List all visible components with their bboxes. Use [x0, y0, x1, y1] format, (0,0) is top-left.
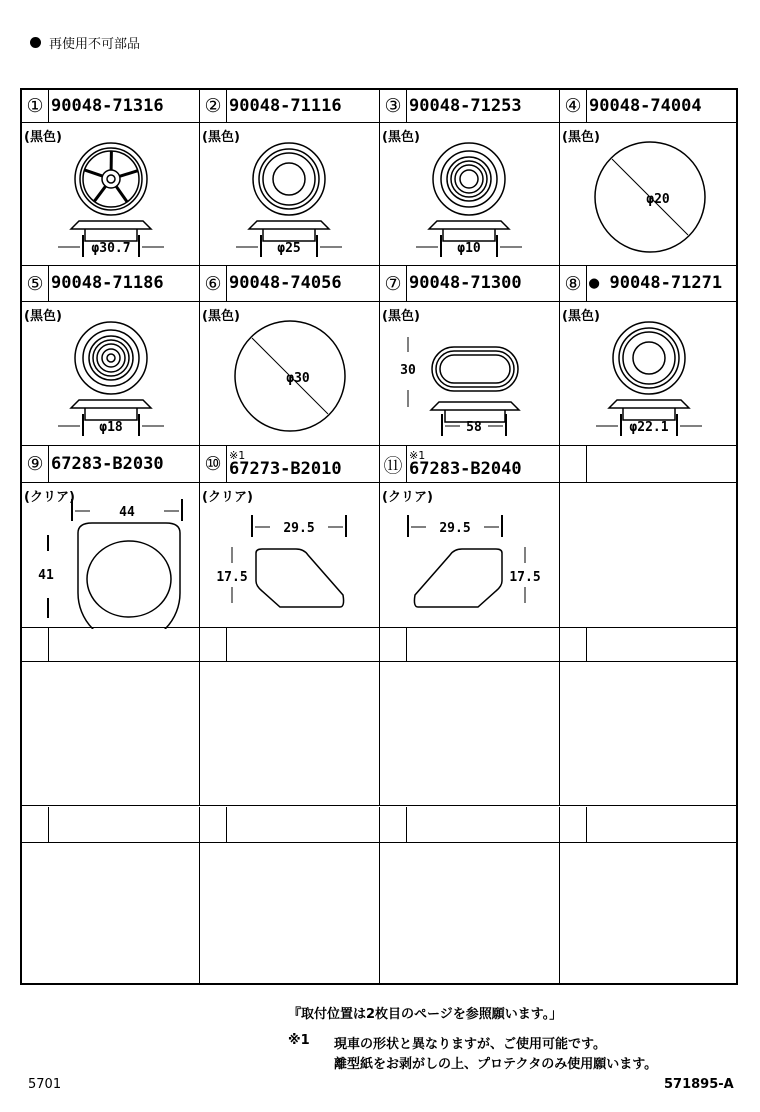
part-index: ①: [22, 90, 49, 122]
part-header: [200, 446, 379, 483]
part-drawing: [200, 302, 380, 447]
part-drawing-area: [560, 302, 738, 447]
note-mark: ※1: [288, 1033, 310, 1048]
part-number[interactable]: 67283-B2030: [51, 453, 164, 474]
part-number[interactable]: 90048-74004: [589, 95, 702, 116]
part-index: ⑧: [560, 266, 587, 301]
dimension-label: 58: [466, 420, 482, 435]
part-header: [380, 266, 559, 302]
part-drawing-area: [380, 302, 559, 447]
part-number[interactable]: 90048-71300: [409, 273, 522, 293]
part-note-mark: ※1: [229, 449, 246, 462]
part-header: [22, 266, 199, 302]
part-header: [200, 266, 379, 302]
part-number[interactable]: ● 90048-71271: [589, 273, 723, 293]
dimension-label: φ20: [646, 192, 670, 207]
filled-circle-icon: [30, 37, 41, 48]
part-number-block: [587, 446, 589, 482]
part-cell: [22, 266, 200, 446]
part-index: ⑤: [22, 266, 49, 301]
part-header: [200, 90, 379, 123]
part-drawing-area: [380, 123, 559, 267]
empty-cell: [200, 628, 380, 806]
part-color: (黒色): [562, 309, 600, 324]
empty-cell: [560, 628, 738, 806]
empty-header: [560, 628, 738, 662]
empty-header: [560, 807, 738, 843]
part-drawing: [380, 123, 560, 267]
empty-index: [560, 807, 587, 842]
part-header: [560, 90, 738, 123]
dimension-label: 29.5: [439, 521, 471, 536]
empty-cell: [380, 807, 560, 985]
part-header: [22, 90, 199, 123]
dimension-label: φ18: [99, 420, 123, 435]
part-cell: [560, 266, 738, 446]
part-color: (クリア): [202, 490, 253, 505]
part-drawing-area: [380, 483, 559, 629]
part-drawing-area: [22, 302, 199, 447]
part-color: (黒色): [202, 309, 240, 324]
empty-header: [200, 807, 379, 843]
part-cell: [380, 266, 560, 446]
part-drawing: [560, 302, 738, 447]
part-number-block: [49, 446, 164, 482]
empty-header: [22, 628, 199, 662]
part-number-block: [587, 90, 702, 122]
part-color: (黒色): [382, 309, 420, 324]
part-number-block: [49, 90, 164, 122]
part-index: ⑪: [380, 446, 407, 482]
part-number[interactable]: 90048-71116: [229, 95, 342, 116]
dimension-label: φ25: [277, 241, 301, 256]
part-color: (黒色): [562, 130, 600, 145]
part-cell: [560, 90, 738, 266]
part-number-block: [49, 266, 164, 301]
part-cell: [380, 90, 560, 266]
empty-index: [380, 628, 407, 661]
note-line-2: 離型紙をお剥がしの上、プロテクタのみ使用願います。: [334, 1057, 658, 1072]
empty-cell: [22, 807, 200, 985]
part-drawing: [380, 302, 560, 447]
part-header: [560, 446, 738, 483]
part-number[interactable]: 67273-B2010: [229, 459, 342, 479]
dimension-label: 41: [38, 568, 54, 583]
part-drawing-area: [22, 123, 199, 267]
empty-header: [380, 628, 559, 662]
part-drawing: [560, 123, 738, 267]
part-number[interactable]: 90048-71253: [409, 95, 522, 116]
part-number-block: [227, 90, 342, 122]
part-drawing: [200, 123, 380, 267]
legend: [30, 33, 140, 52]
part-drawing-area: [560, 483, 738, 629]
part-drawing: [380, 483, 560, 629]
document-code: 571895-A: [664, 1077, 734, 1092]
part-index: ②: [200, 90, 227, 122]
part-index: ⑥: [200, 266, 227, 301]
part-drawing-area: [200, 302, 379, 447]
part-number-block: [407, 446, 522, 482]
empty-header: [22, 807, 199, 843]
part-header: [22, 446, 199, 483]
empty-index: [380, 807, 407, 842]
part-index: ⑨: [22, 446, 49, 482]
part-drawing-area: [560, 123, 738, 267]
part-index: ⑦: [380, 266, 407, 301]
note-line-1: 現車の形状と異なりますが、ご使用可能です。: [334, 1037, 606, 1052]
part-cell: [200, 90, 380, 266]
part-number-block: [227, 266, 342, 301]
dimension-label: 29.5: [283, 521, 315, 536]
dimension-label: φ22.1: [629, 420, 669, 435]
part-cell: [200, 266, 380, 446]
dimension-label: φ30: [286, 371, 310, 386]
part-index: ③: [380, 90, 407, 122]
empty-index: [22, 628, 49, 661]
part-index: ⑩: [200, 446, 227, 482]
part-header: [560, 266, 738, 302]
part-cell: [22, 90, 200, 266]
part-number[interactable]: 90048-71186: [51, 273, 164, 293]
dimension-label: 30: [400, 363, 416, 378]
part-color: (黒色): [202, 130, 240, 145]
part-cell: [22, 446, 200, 628]
part-drawing-area: [22, 483, 199, 629]
part-color: (黒色): [24, 309, 62, 324]
part-index: [560, 446, 587, 482]
empty-cell: [380, 628, 560, 806]
empty-header: [380, 807, 559, 843]
part-color: (クリア): [382, 490, 433, 505]
part-color: (黒色): [24, 130, 62, 145]
part-color: (クリア): [24, 490, 75, 505]
empty-index: [200, 628, 227, 661]
part-index: ④: [560, 90, 587, 122]
dimension-label: 17.5: [509, 570, 541, 585]
part-cell: [560, 446, 738, 628]
part-drawing: [560, 483, 738, 629]
part-number[interactable]: 90048-71316: [51, 95, 164, 116]
part-header: [380, 90, 559, 123]
part-drawing-area: [200, 123, 379, 267]
part-drawing: [22, 123, 200, 267]
dimension-label: φ10: [457, 241, 481, 256]
empty-index: [560, 628, 587, 661]
legend-label: 再使用不可部品: [49, 37, 141, 52]
parts-table: [20, 88, 738, 985]
empty-cell: [560, 807, 738, 985]
part-color: (黒色): [382, 130, 420, 145]
empty-index: [22, 807, 49, 842]
dimension-label: 17.5: [216, 570, 248, 585]
part-drawing: [22, 302, 200, 447]
part-cell: [200, 446, 380, 628]
part-note-mark: ※1: [409, 449, 426, 462]
part-drawing: [22, 483, 200, 629]
part-drawing-area: [200, 483, 379, 629]
empty-header: [200, 628, 379, 662]
part-drawing: [200, 483, 380, 629]
part-number[interactable]: 90048-74056: [229, 273, 342, 293]
empty-cell: [200, 807, 380, 985]
empty-index: [200, 807, 227, 842]
part-number-block: [407, 266, 522, 301]
part-number-block: [227, 446, 342, 482]
part-number-block: [587, 266, 722, 301]
dimension-label: φ30.7: [91, 241, 131, 256]
dimension-label: 44: [119, 505, 135, 520]
part-header: [380, 446, 559, 483]
part-number-block: [407, 90, 522, 122]
empty-cell: [22, 628, 200, 806]
part-number[interactable]: 67283-B2040: [409, 459, 522, 479]
part-cell: [380, 446, 560, 628]
install-position-note: 『取付位置は2枚目のページを参照願います。」: [288, 1007, 563, 1022]
page-number: 5701: [28, 1077, 62, 1092]
